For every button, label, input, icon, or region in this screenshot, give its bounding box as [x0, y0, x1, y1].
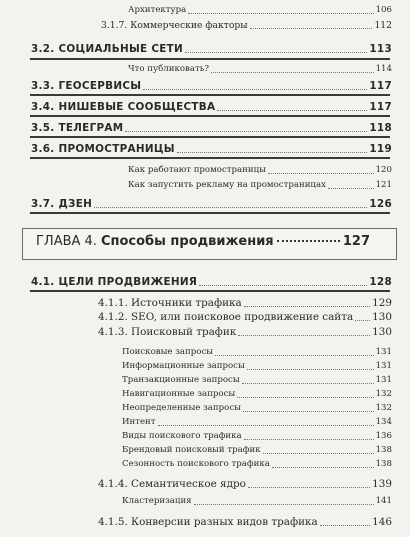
toc-entry-label: 4.1.3. Поисковый трафик	[98, 326, 237, 338]
section-divider	[30, 136, 390, 138]
toc-section-page: 113	[369, 43, 392, 55]
toc-entry-label: 4.1.1. Источники трафика	[98, 297, 242, 309]
toc-entry-label: 4.1.4. Семантическое ядро	[98, 478, 246, 490]
toc-entry	[122, 459, 392, 469]
chapter-page: 127	[342, 234, 370, 249]
toc-entry-label: 3.1.7. Коммерческие факторы	[101, 20, 248, 31]
leader-dots	[237, 397, 373, 398]
toc-entry-label: Неопределенные запросы	[122, 403, 241, 413]
toc-entry-label: Поисковые запросы	[122, 347, 214, 357]
toc-section-page: 126	[369, 198, 392, 210]
toc-entry-page: 138	[375, 445, 392, 455]
toc-entry-page: 106	[375, 5, 392, 15]
toc-entry-page: 130	[372, 311, 392, 323]
toc-entry-page: 131	[375, 347, 392, 357]
toc-entry	[98, 516, 392, 528]
toc-entry-label: Как работают промостраницы	[128, 165, 266, 175]
toc-section-page: 117	[369, 80, 392, 92]
toc-entry-label: Интент	[122, 417, 156, 427]
leader-dots	[211, 72, 374, 73]
leader-dots	[247, 369, 374, 370]
toc-entry-label: Информационные запросы	[122, 361, 245, 371]
toc-entry-label: Как запустить рекламу на промостраницах	[128, 180, 326, 190]
leader-dots	[250, 28, 373, 29]
toc-entry-page: 132	[375, 403, 392, 413]
leader-dots	[177, 152, 368, 153]
leader-dots	[143, 89, 367, 90]
toc-section	[31, 43, 392, 55]
toc-section-label: 3.5. ТЕЛЕГРАМ	[31, 122, 124, 134]
toc-entry-label: Кластеризация	[122, 496, 192, 506]
toc-entry-page: 121	[375, 180, 392, 190]
toc-entry-page: 129	[372, 297, 392, 309]
toc-section	[31, 143, 392, 155]
toc-entry-page: 146	[372, 516, 392, 528]
toc-entry-page: 112	[374, 20, 392, 31]
toc-section	[31, 276, 392, 288]
toc-entry-page: 120	[375, 165, 392, 175]
toc-entry	[122, 496, 392, 506]
leader-dots	[238, 335, 370, 336]
toc-entry-page: 130	[372, 326, 392, 338]
toc-entry-page: 131	[375, 375, 392, 385]
toc-entry-label: Что публиковать?	[128, 64, 209, 74]
toc-entry	[101, 20, 392, 31]
section-divider	[30, 157, 390, 159]
toc-entry-page: 134	[375, 417, 392, 427]
toc-entry	[128, 180, 392, 190]
toc-entry	[98, 297, 392, 309]
toc-entry	[128, 5, 392, 15]
toc-section-page: 118	[369, 122, 392, 134]
toc-entry	[128, 165, 392, 175]
toc-entry	[122, 389, 392, 399]
leader-dots	[328, 188, 374, 189]
leader-dots	[248, 487, 370, 488]
leader-dots	[94, 207, 367, 208]
toc-entry	[122, 361, 392, 371]
toc-entry-label: Архитектура	[128, 5, 187, 15]
section-divider	[30, 115, 390, 117]
toc-entry	[122, 417, 392, 427]
leader-dots	[320, 525, 370, 526]
leader-dots	[243, 411, 374, 412]
leader-dots	[194, 504, 374, 505]
chapter-title: Способы продвижения	[100, 234, 274, 249]
leader-dots	[215, 355, 373, 356]
chapter-heading	[36, 234, 370, 249]
toc-section-page: 117	[369, 101, 392, 113]
section-divider	[30, 290, 390, 292]
toc-entry	[98, 326, 392, 338]
toc-entry	[122, 445, 392, 455]
chapter-number: ГЛАВА 4.	[36, 234, 97, 249]
leader-dots	[268, 173, 374, 174]
section-divider	[30, 212, 390, 214]
toc-entry-page: 114	[375, 64, 392, 74]
toc-entry	[98, 311, 392, 323]
toc-entry-label: Транзакционные запросы	[122, 375, 240, 385]
toc-section-label: 4.1. ЦЕЛИ ПРОДВИЖЕНИЯ	[31, 276, 198, 288]
leader-dots	[158, 425, 374, 426]
leader-dots	[188, 13, 373, 14]
toc-entry	[122, 403, 392, 413]
section-divider	[30, 94, 390, 96]
toc-entry-label: 4.1.2. SEO, или поисковое продвижение сайта	[98, 311, 354, 323]
toc-section-label: 3.2. СОЦИАЛЬНЫЕ СЕТИ	[31, 43, 184, 55]
toc-entry-label: Брендовый поисковый трафик	[122, 445, 261, 455]
leader-dots	[263, 453, 374, 454]
leader-dots	[125, 131, 367, 132]
toc-entry-label: 4.1.5. Конверсии разных видов трафика	[98, 516, 318, 528]
toc-entry	[122, 431, 392, 441]
toc-entry-page: 139	[372, 478, 392, 490]
leader-dots	[355, 320, 370, 321]
toc-entry-page: 138	[375, 459, 392, 469]
toc-entry-page: 132	[375, 389, 392, 399]
leader-dots	[217, 110, 367, 111]
toc-section	[31, 198, 392, 210]
toc-section	[31, 80, 392, 92]
toc-entry-page: 141	[375, 496, 392, 506]
leader-dots	[244, 306, 370, 307]
toc-section-label: 3.6. ПРОМОСТРАНИЦЫ	[31, 143, 175, 155]
toc-section-label: 3.7. ДЗЕН	[31, 198, 93, 210]
section-divider	[30, 58, 390, 60]
toc-entry	[128, 64, 392, 74]
toc-section-label: 3.4. НИШЕВЫЕ СООБЩЕСТВА	[31, 101, 216, 113]
toc-entry	[122, 347, 392, 357]
toc-section-page: 119	[369, 143, 392, 155]
toc-entry	[98, 478, 392, 490]
toc-entry-label: Сезонность поискового трафика	[122, 459, 270, 469]
leader-dots	[244, 439, 374, 440]
toc-section-page: 128	[369, 276, 392, 288]
toc-entry-page: 131	[375, 361, 392, 371]
leader-dots	[185, 52, 367, 53]
toc-entry-label: Виды поискового трафика	[122, 431, 242, 441]
leader-dots	[277, 240, 340, 242]
toc-section-label: 3.3. ГЕОСЕРВИСЫ	[31, 80, 142, 92]
leader-dots	[272, 467, 374, 468]
toc-entry-label: Навигационные запросы	[122, 389, 236, 399]
toc-section	[31, 101, 392, 113]
leader-dots	[199, 285, 367, 286]
toc-entry	[122, 375, 392, 385]
toc-section	[31, 122, 392, 134]
toc-entry-page: 136	[375, 431, 392, 441]
leader-dots	[242, 383, 374, 384]
